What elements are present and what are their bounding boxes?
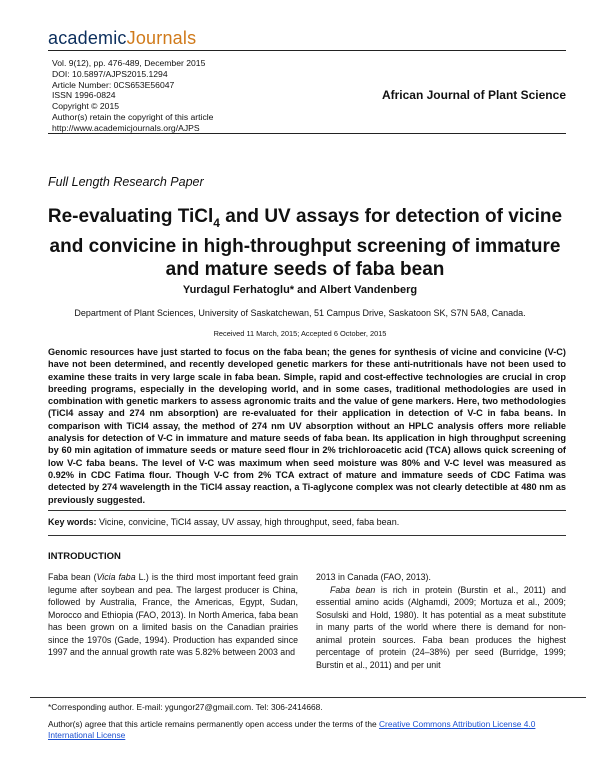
paper-title	[40, 205, 570, 281]
paper-type: Full Length Research Paper	[48, 175, 204, 189]
intro-paragraph-1-end: 2013 in Canada (FAO, 2013).	[316, 572, 431, 582]
footnote-rule	[30, 697, 586, 698]
intro-p2-italic: Faba bean	[330, 584, 376, 595]
intro-column-right	[316, 571, 566, 671]
corresponding-author: *Corresponding author. E-mail: ygungor27@gmail.com. Tel: 306-2414668.	[48, 702, 323, 712]
keywords-text: Vicine, convicine, TiCl4 assay, UV assay, high throughput, seed, faba bean.	[96, 517, 400, 527]
title-part1: Re-evaluating TiCl	[47, 206, 214, 227]
license-text: Author(s) agree that this article remains permanently open access under the terms of the	[48, 719, 379, 729]
intro-paragraph-2	[316, 584, 566, 672]
license-link[interactable]: Creative Commons Attribution License 4.0 International License	[48, 719, 536, 740]
meta-doi: DOI: 10.5897/AJPS2015.1294	[52, 68, 168, 79]
meta-volume: Vol. 9(12), pp. 476-489, December 2015	[52, 58, 206, 68]
meta-copyright: Copyright © 2015	[52, 101, 120, 112]
abstract: Genomic resources have just started to focus on the faba bean; the genes for synthesis of vicine and convicine (V-C) have not been determined, and recently developed genetic markers for these anti-nutritionals have not been used to examine these traits in very large scale in faba bean. Simple, rapid and cost-effective technologies are crucial in crop breeding programs, especially in the developing world, and in some cases, traditional methodologies are used in combination with genetic markers to assess agronomic traits and the value of gene markers. Here, two methodologies (TiCl4 assay and 274 nm absorption) are re-evaluated for their application in detection of V-C in faba beans. In comparison with TiCl4 assay, the method of 274 nm UV absorption without an HPLC analysis offers more reliable analysis for detection of V-C in immature and mature seeds of faba bean. Its application in high throughput screening by 60 min agitation of immature seeds or mature seed flour in 2% trichloroacetic acid (TCA) allows quick screening of low V-C faba beans. The level of V-C was maximum when seed moisture was 80% and V-C level was measured as 0.92% in CDC Fatima flour. Though V-C from 2% TCA extract of mature and immature seeds of CDC Fatima was detected by 274 wavelength in the TiCl4 assay reaction, a Ti-aglycone complex was not clearly detectible at 480 nm as previously suggested.	[48, 347, 566, 505]
publisher-logo	[48, 28, 196, 49]
journal-name: African Journal of Plant Science	[381, 88, 566, 102]
intro-paragraph-1	[48, 571, 298, 659]
species-name: Vicia faba	[96, 572, 136, 582]
logo-part-academic: academic	[48, 28, 127, 48]
title-part2: and UV assays for detection of vicine and convicine in high-throughput screening of immature and mature seeds of faba bean	[49, 206, 563, 280]
meta-issn: ISSN 1996-0824	[52, 90, 116, 101]
affiliation: Department of Plant Sciences, University of Saskatchewan, 51 Campus Drive, Saskatoon SK, S7N 5A8, Canada.	[74, 308, 526, 318]
intro-p1-text-a: Faba bean (	[48, 572, 97, 582]
footnote	[48, 702, 566, 741]
intro-column-left	[48, 571, 298, 659]
received-dates: Received 11 March, 2015; Accepted 6 October, 2015	[213, 329, 387, 338]
title-subscript: 4	[213, 215, 220, 230]
intro-p1-text-b: L.) is the third most important feed grain legume after soybean and pea. The largest producer is China, followed by Australia, France, the Americas, Egypt, Sudan, Morocco and Ethiopia (FAO, 2013). In North America, faba bean has been grown on a limited basis on the Canadian prairies since the 1970s (Gade, 1994). Production has expanded since 1997 and the annual growth rate was 5.82% between 2003 and	[48, 572, 298, 657]
keywords-rule-bottom	[48, 535, 566, 536]
intro-p2-text: is rich in protein (Burstin et al., 2011) and essential amino acids (Alghamdi, 2009; Mortuza et al., 2009; Sosulski and Hold, 1980). It has potential as a meat substitute in many parts of the world where there is demand for non-animal protein sources. Faba bean produces the highest percentage of protein (24–38%) per seed (Burridge, 1999; Burstin et al., 2011) and per unit	[316, 584, 566, 670]
keywords-rule-top	[48, 510, 566, 511]
logo-part-journals: Journals	[126, 28, 197, 48]
authors: Yurdagul Ferhatoglu* and Albert Vandenberg	[182, 284, 418, 296]
meta-article-number: Article Number: 0CS653E56047	[52, 79, 175, 90]
header-rule	[48, 50, 566, 51]
introduction-heading: INTRODUCTION	[48, 551, 121, 562]
meta-url[interactable]: http://www.academicjournals.org/AJPS	[52, 122, 200, 133]
article-meta	[52, 58, 312, 134]
keywords	[48, 517, 566, 527]
meta-author-rights: Author(s) retain the copyright of this article	[52, 111, 214, 122]
keywords-label: Key words:	[48, 517, 97, 527]
